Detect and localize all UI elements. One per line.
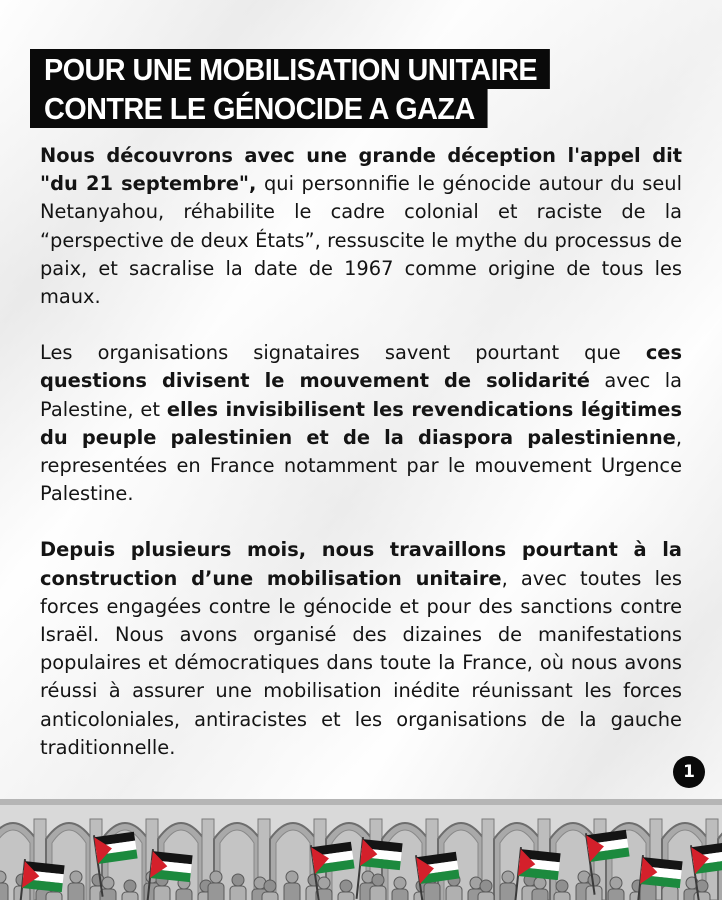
text-span: , representées en France notamment par le mouvement Urgence Palestine. [40,425,682,506]
text-span: ces questions divisent le mouvement de solidarité [40,341,682,393]
text-span: Les organisations signataires savent pourtant que [40,341,646,365]
text-span: qui personnifie le génocide autour du seul Netanyahou, réhabilite le cadre colonial et raciste de la “perspective de deux États”, ressuscite le mythe du processus de paix, et sacralise la date de 1967 comme origine de tous les maux. [40,172,682,309]
title-line-2: CONTRE LE GÉNOCIDE A GAZA [30,88,488,128]
paragraph-1 [40,142,682,311]
title-line-1: POUR UNE MOBILISATION UNITAIRE [30,49,550,89]
text-span: elles invisibilisent les revendications légitimes du peuple palestinien et de la diaspora palestinienne [40,397,682,449]
protest-crowd-with-flags-icon [0,799,722,900]
page-number-badge: 1 [673,756,705,788]
paragraph-2 [40,339,682,508]
page-title [30,49,589,128]
body-text [40,142,682,790]
text-span: , avec toutes les forces engagées contre le génocide et pour des sanctions contre Israël. Nous avons organisé des dizaines de manifestations populaires et démocratiques dans toute la France, où nous avons réussi à assurer une mobilisation inédite réunissant les forces anticoloniales, antiracistes et les organisations de la gauche traditionnelle. [40,566,682,759]
protest-crowd-illustration [0,799,722,900]
text-span: avec la Palestine, et [40,369,682,421]
text-span: Nous découvrons avec une grande déception l'appel dit "du 21 septembre", [40,144,682,196]
paragraph-3 [40,536,682,762]
text-span: Depuis plusieurs mois, nous travaillons pourtant à la construction d’une mobilisation unitaire [40,538,682,590]
